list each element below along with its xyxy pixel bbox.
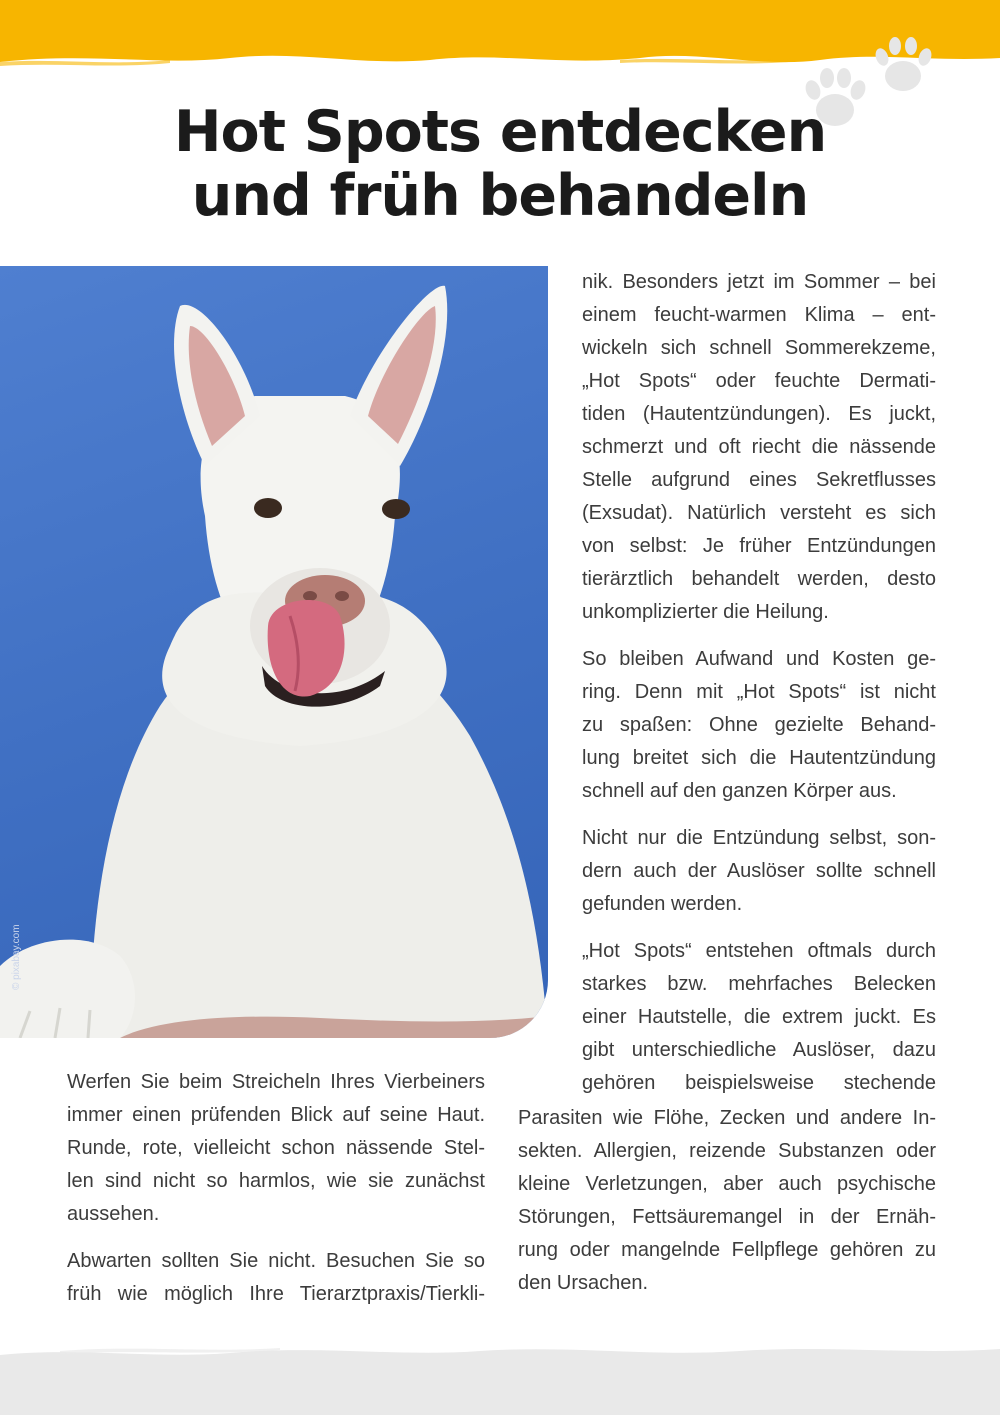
text-line: len sind nicht so harmlos, wie sie zunächst xyxy=(67,1170,485,1192)
paragraph xyxy=(582,643,936,808)
paragraph xyxy=(67,1245,485,1311)
footer-brush-band xyxy=(0,1325,1000,1415)
text-line: einem feucht-warmen Klima – ent- xyxy=(582,304,936,326)
paragraph xyxy=(582,935,936,1100)
text-line: gehören beispielsweise stechende xyxy=(582,1072,936,1094)
text-line: (Exsudat). Natürlich versteht es sich xyxy=(582,502,936,524)
text-line: früh wie möglich Ihre Tierarztpraxis/Tierkli- xyxy=(67,1283,485,1305)
text-line: schnell auf den ganzen Körper aus. xyxy=(582,780,897,802)
text-line: gibt unterschiedliche Auslöser, dazu xyxy=(582,1039,936,1061)
page-title xyxy=(0,100,1000,228)
text-line: Stelle aufgrund eines Sekretflusses xyxy=(582,469,936,491)
title-line-2: und früh behandeln xyxy=(191,163,809,229)
paragraph xyxy=(67,1066,485,1231)
text-line: Störungen, Fettsäuremangel in der Ernäh- xyxy=(518,1206,936,1228)
text-line: Werfen Sie beim Streicheln Ihres Vierbeiners xyxy=(67,1071,485,1093)
text-line: kleine Verletzungen, aber auch psychische xyxy=(518,1173,936,1195)
text-line: Runde, rote, vielleicht schon nässende Stel- xyxy=(67,1137,485,1159)
text-line: Abwarten sollten Sie nicht. Besuchen Sie so xyxy=(67,1250,485,1272)
text-line: Parasiten wie Flöhe, Zecken und andere In- xyxy=(518,1107,936,1129)
paragraph xyxy=(582,822,936,921)
text-line: sekten. Allergien, reizende Substanzen oder xyxy=(518,1140,936,1162)
text-line: schmerzt und oft riecht die nässende xyxy=(582,436,936,458)
text-line: von selbst: Je früher Entzündungen xyxy=(582,535,936,557)
text-line: wickeln sich schnell Sommerekzeme, xyxy=(582,337,936,359)
text-line: aussehen. xyxy=(67,1203,160,1225)
text-line: rung oder mangelnde Fellpflege gehören zu xyxy=(518,1239,936,1261)
text-line: unkomplizierter die Heilung. xyxy=(582,601,829,623)
paragraph xyxy=(582,266,936,629)
article-right-column xyxy=(582,266,936,1114)
text-line: ring. Denn mit „Hot Spots“ ist nicht xyxy=(582,681,936,703)
text-line: gefunden werden. xyxy=(582,893,743,915)
text-line: „Hot Spots“ oder feuchte Dermati- xyxy=(582,370,936,392)
text-line: immer einen prüfenden Blick auf seine Haut. xyxy=(67,1104,485,1126)
text-line: den Ursachen. xyxy=(518,1272,649,1294)
text-line: So bleiben Aufwand und Kosten ge- xyxy=(582,648,936,670)
text-line: lung breitet sich die Hautentzündung xyxy=(582,747,936,769)
text-line: „Hot Spots“ entstehen oftmals durch xyxy=(582,940,936,962)
text-line: Nicht nur die Entzündung selbst, son- xyxy=(582,827,936,849)
text-line: dern auch der Auslöser sollte schnell xyxy=(582,860,936,882)
article-left-column xyxy=(67,1066,485,1325)
text-line: einer Hautstelle, die extrem juckt. Es xyxy=(582,1006,936,1028)
text-line: tierärztlich behandelt werden, desto xyxy=(582,568,936,590)
text-line: tiden (Hautentzündungen). Es juckt, xyxy=(582,403,936,425)
text-line: zu spaßen: Ohne gezielte Behand- xyxy=(582,714,936,736)
text-line: nik. Besonders jetzt im Sommer – bei xyxy=(582,271,936,293)
photo-credit: © pixabay.com xyxy=(11,924,22,990)
article-right-column-continued xyxy=(518,1102,936,1300)
title-line-1: Hot Spots entdecken xyxy=(173,99,827,165)
text-line: starkes bzw. mehrfaches Belecken xyxy=(582,973,936,995)
dog-photo xyxy=(0,266,548,1038)
